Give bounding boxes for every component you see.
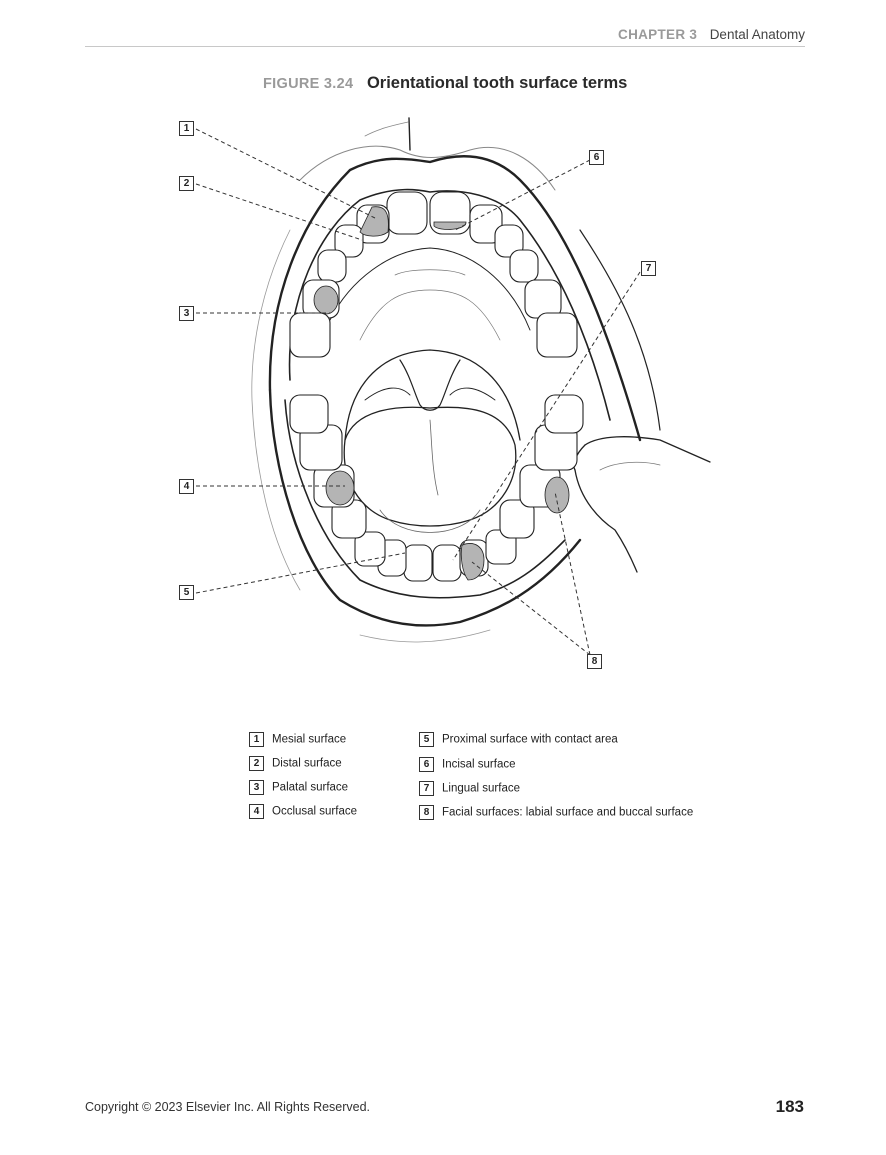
figure-caption (263, 74, 627, 93)
legend-item (249, 804, 357, 819)
legend-label: Facial surfaces: labial surface and buccal surface (442, 806, 694, 819)
legend-item (419, 781, 520, 796)
callout-1: 1 (179, 121, 194, 136)
callout-7: 7 (641, 261, 656, 276)
running-header (85, 26, 805, 47)
legend-number: 4 (249, 804, 264, 819)
legend-item (249, 780, 348, 795)
legend-number: 5 (419, 732, 434, 747)
callout-3: 3 (179, 306, 194, 321)
legend-label: Incisal surface (442, 758, 516, 771)
callout-4: 4 (179, 479, 194, 494)
legend-number: 3 (249, 780, 264, 795)
legend-item (419, 805, 693, 820)
legend-number: 2 (249, 756, 264, 771)
callout-2: 2 (179, 176, 194, 191)
legend-label: Proximal surface with contact area (442, 733, 618, 746)
legend-number: 8 (419, 805, 434, 820)
legend-label: Occlusal surface (272, 805, 358, 818)
legend-item (419, 757, 516, 772)
chapter-title: Dental Anatomy (709, 27, 805, 42)
legend-number: 1 (249, 732, 264, 747)
legend-label: Palatal surface (272, 781, 349, 794)
callout-8: 8 (587, 654, 602, 669)
figure-number: FIGURE 3.24 (263, 76, 354, 92)
legend-number: 6 (419, 757, 434, 772)
page-number: 183 (775, 1097, 804, 1116)
oral-cavity-illustration (0, 100, 886, 700)
legend-item (249, 732, 346, 747)
legend-label: Lingual surface (442, 782, 520, 795)
copyright-notice: Copyright © 2023 Elsevier Inc. All Rights Reserved. (85, 1100, 371, 1114)
legend-item (249, 756, 342, 771)
legend-item (419, 732, 618, 747)
legend-label: Distal surface (272, 757, 342, 770)
callout-6: 6 (589, 150, 604, 165)
callout-5: 5 (179, 585, 194, 600)
figure-title: Orientational tooth surface terms (366, 74, 628, 92)
chapter-number: CHAPTER 3 (618, 27, 698, 42)
legend-label: Mesial surface (272, 733, 347, 746)
legend-number: 7 (419, 781, 434, 796)
